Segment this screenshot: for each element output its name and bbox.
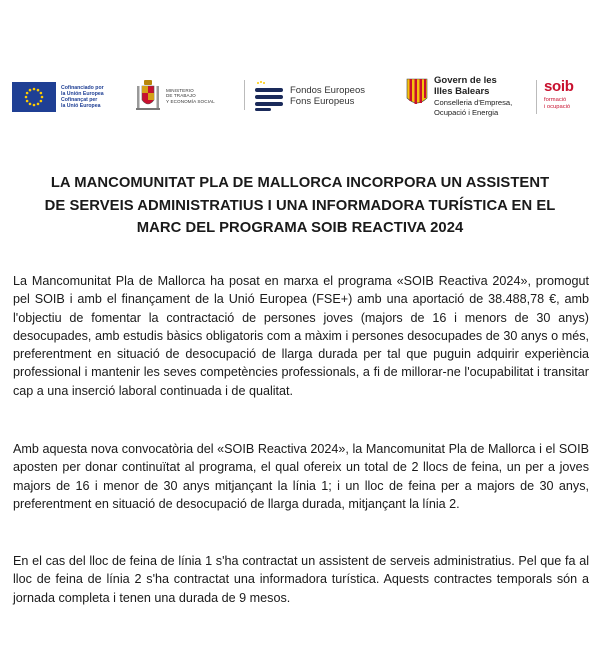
body-paragraph-2: Amb aquesta nova convocatòria del «SOIB Reactiva 2024», la Mancomunitat Pla de Mallorca i el SOIB aposten per donar continuïtat al programa, el qual ofereix un total de 2 llocs de feina, un per a joves majors de 16 i menor de 30 anys mitjançant la línia 1; i un lloc de feina per a majors de 30 anys, preferentment en situació de desocupació de llarga durada, mitjançant la línia 2. xyxy=(13,442,589,511)
govern-logo-text: Govern de les Illes Balears Conselleria d'Empresa, Ocupació i Energia xyxy=(434,75,513,117)
headline-line: DE SERVEIS ADMINISTRATIUS I UNA INFORMADORA TURÍSTICA EN EL xyxy=(44,197,556,214)
soib-logo xyxy=(536,78,588,118)
body-paragraph-1: La Mancomunitat Pla de Mallorca ha posat en marxa el programa «SOIB Reactiva 2024», promogut pel SOIB i amb el finançament de la Unió Europea (FSE+) amb una aportació de 38.488,78 €, amb l'objectiu de fomentar la contractació de persones joves (majors de 16 i menors de 30 anys) desocupades, amb estudis bàsics obligatoris com a màxim i persones desocupades de 30 anys o més, preferentment en situació de desocupació de llarga durada per tal que puguin adquirir experiència professional i mantenir les seves competències professionals, a fi de millorar-ne l'ocupabilitat i transitar cap a una inserció laboral continuada i de qualitat. xyxy=(13,274,589,398)
logo-divider xyxy=(536,80,537,114)
headline xyxy=(12,172,588,240)
eu-cofinancing-logo xyxy=(12,82,104,112)
logo-bar xyxy=(12,76,588,128)
soib-wordmark: soib xyxy=(544,78,574,95)
ministry-logo-text: MINISTERIO DE TRABAJO Y ECONOMÍA SOCIAL xyxy=(166,87,215,104)
eu-flag-icon xyxy=(12,82,56,112)
govern-illes-balears-logo xyxy=(406,76,512,126)
body-paragraph-3: En el cas del lloc de feina de línia 1 s'ha contractat un assistent de serveis administratius. Pel que fa al lloc de feina de línia 2 s'ha contractat una informadora turística. Aquests contractes temporals són a jornada completa i tenen una durada de 9 mesos. xyxy=(13,554,589,605)
logo-divider xyxy=(244,80,245,110)
headline-line: MARC DEL PROGRAMA SOIB REACTIVA 2024 xyxy=(136,220,464,236)
ministry-logo xyxy=(134,76,215,116)
fondos-europeos-icon xyxy=(252,80,286,112)
soib-subtitle: formació i ocupació xyxy=(544,97,571,110)
fondos-europeos-text: Fondos Europeos Fons Europeus xyxy=(290,85,365,107)
headline-line: LA MANCOMUNITAT PLA DE MALLORCA INCORPORA UN ASSISTENT xyxy=(50,175,550,191)
fondos-europeos-logo xyxy=(252,78,365,114)
balearic-coat-of-arms-icon xyxy=(406,78,428,108)
eu-logo-text: Cofinanciado por la Unión Europea Cofinançat per la Unió Europea xyxy=(61,85,104,109)
spanish-crest-icon xyxy=(134,78,162,114)
